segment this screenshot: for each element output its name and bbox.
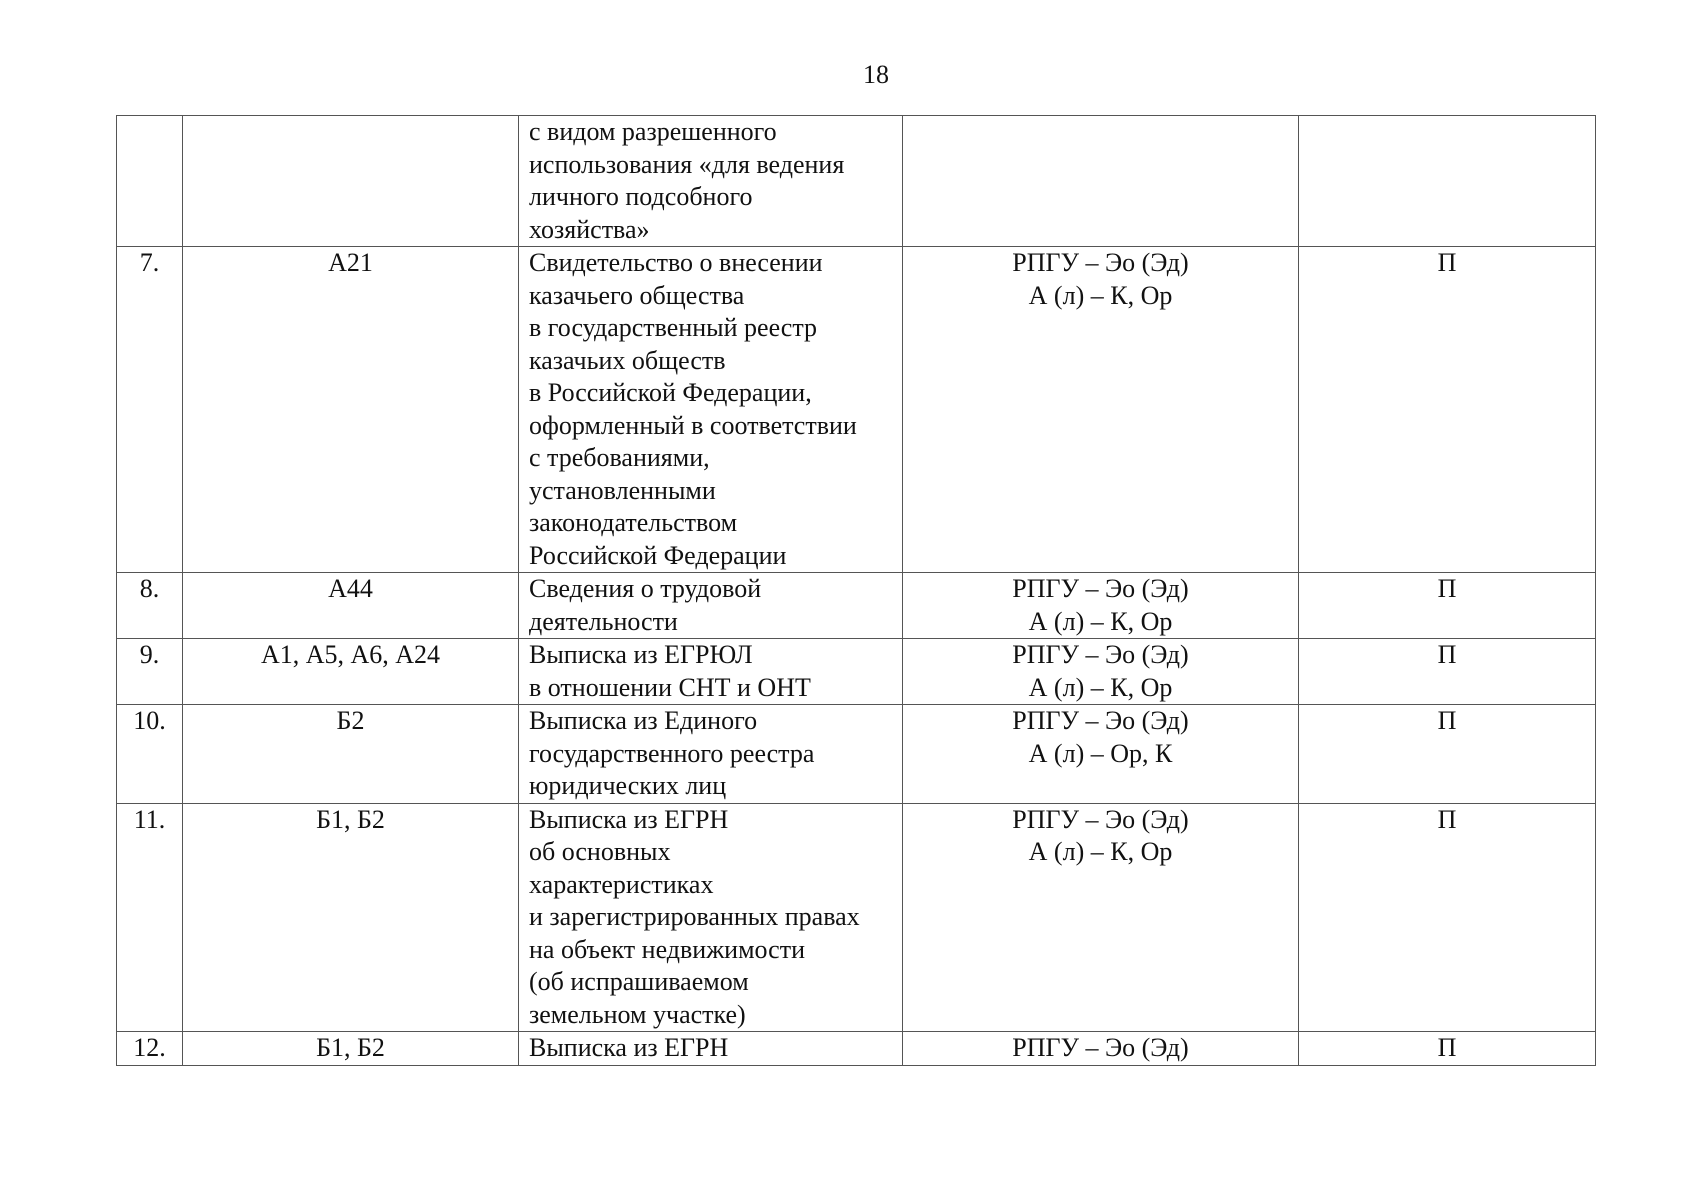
- description-line: (об испрашиваемом: [529, 967, 749, 996]
- table-row: [117, 803, 1596, 1032]
- method-line: РПГУ – Эо (Эд): [1012, 574, 1189, 603]
- method-line: А (л) – К, Ор: [1028, 672, 1173, 702]
- table-row: [117, 1032, 1596, 1066]
- row-description-cell: [519, 705, 903, 804]
- row-code-cell: А1, А5, А6, А24: [183, 639, 519, 705]
- row-code-cell: Б2: [183, 705, 519, 804]
- description-line: об основных: [529, 837, 671, 866]
- description-line: с видом разрешенного: [529, 117, 777, 146]
- row-description-cell: [519, 803, 903, 1032]
- method-line: РПГУ – Эо (Эд): [1012, 640, 1189, 669]
- row-number-cell: 11.: [117, 803, 183, 1032]
- row-number-cell: 7.: [117, 247, 183, 573]
- row-method-cell: [903, 247, 1299, 573]
- description-line: использования «для ведения: [529, 149, 845, 179]
- description-line: хозяйства»: [529, 214, 650, 244]
- description-line: деятельности: [529, 606, 678, 636]
- row-type-cell: П: [1299, 1032, 1596, 1066]
- row-description-cell: [519, 116, 903, 247]
- table-row: [117, 573, 1596, 639]
- description-line: оформленный в соответствии: [529, 410, 857, 440]
- description-line: земельном участке): [529, 999, 746, 1029]
- row-code-cell: Б1, Б2: [183, 803, 519, 1032]
- row-code-cell: А44: [183, 573, 519, 639]
- row-type-cell: П: [1299, 573, 1596, 639]
- row-type-cell: П: [1299, 705, 1596, 804]
- row-description-cell: [519, 639, 903, 705]
- method-line: РПГУ – Эо (Эд): [1012, 804, 1189, 834]
- table-row: [117, 247, 1596, 573]
- method-line: А (л) – Ор, К: [1028, 738, 1173, 768]
- description-line: установленными: [529, 475, 716, 505]
- row-type-cell: [1299, 116, 1596, 247]
- row-method-cell: [903, 116, 1299, 247]
- row-code-cell: А21: [183, 247, 519, 573]
- description-line: в отношении СНТ и ОНТ: [529, 672, 811, 702]
- row-number-cell: 9.: [117, 639, 183, 705]
- row-code-cell: [183, 116, 519, 247]
- documents-table: [116, 115, 1596, 1066]
- description-line: личного подсобного: [529, 182, 753, 211]
- row-method-cell: [903, 639, 1299, 705]
- page-number: 18: [863, 60, 889, 89]
- description-line: Выписка из ЕГРН: [529, 1033, 729, 1062]
- method-line: А (л) – К, Ор: [1028, 280, 1173, 310]
- method-line: А (л) – К, Ор: [1028, 606, 1173, 636]
- table-row: [117, 639, 1596, 705]
- method-line: РПГУ – Эо (Эд): [1012, 706, 1189, 735]
- method-line: РПГУ – Эо (Эд): [1012, 1033, 1189, 1062]
- table-row: [117, 705, 1596, 804]
- row-method-cell: [903, 573, 1299, 639]
- row-type-cell: П: [1299, 639, 1596, 705]
- row-number-cell: 8.: [117, 573, 183, 639]
- description-line: Сведения о трудовой: [529, 574, 762, 603]
- description-line: законодательством: [529, 508, 738, 537]
- row-code-cell: Б1, Б2: [183, 1032, 519, 1066]
- description-line: Свидетельство о внесении: [529, 248, 823, 277]
- row-method-cell: [903, 705, 1299, 804]
- description-line: юридических лиц: [529, 771, 727, 800]
- row-number-cell: [117, 116, 183, 247]
- row-method-cell: [903, 803, 1299, 1032]
- row-type-cell: П: [1299, 803, 1596, 1032]
- description-line: Выписка из ЕГРН: [529, 804, 729, 834]
- table-row: [117, 116, 1596, 247]
- description-line: Выписка из ЕГРЮЛ: [529, 640, 753, 669]
- description-line: характеристиках: [529, 869, 714, 899]
- description-line: казачьего общества: [529, 280, 745, 310]
- description-line: в Российской Федерации,: [529, 378, 812, 407]
- description-line: государственного реестра: [529, 738, 815, 768]
- row-description-cell: [519, 573, 903, 639]
- description-line: Российской Федерации: [529, 540, 787, 570]
- description-line: Выписка из Единого: [529, 706, 758, 735]
- description-line: в государственный реестр: [529, 313, 817, 342]
- row-description-cell: [519, 247, 903, 573]
- description-line: казачьих обществ: [529, 345, 726, 375]
- row-number-cell: 12.: [117, 1032, 183, 1066]
- description-line: на объект недвижимости: [529, 934, 805, 964]
- row-type-cell: П: [1299, 247, 1596, 573]
- row-method-cell: [903, 1032, 1299, 1066]
- method-line: РПГУ – Эо (Эд): [1012, 248, 1189, 277]
- row-number-cell: 10.: [117, 705, 183, 804]
- row-description-cell: [519, 1032, 903, 1066]
- description-line: и зарегистрированных правах: [529, 902, 860, 931]
- description-line: с требованиями,: [529, 443, 710, 472]
- table-body: [117, 116, 1596, 1066]
- method-line: А (л) – К, Ор: [1028, 837, 1173, 866]
